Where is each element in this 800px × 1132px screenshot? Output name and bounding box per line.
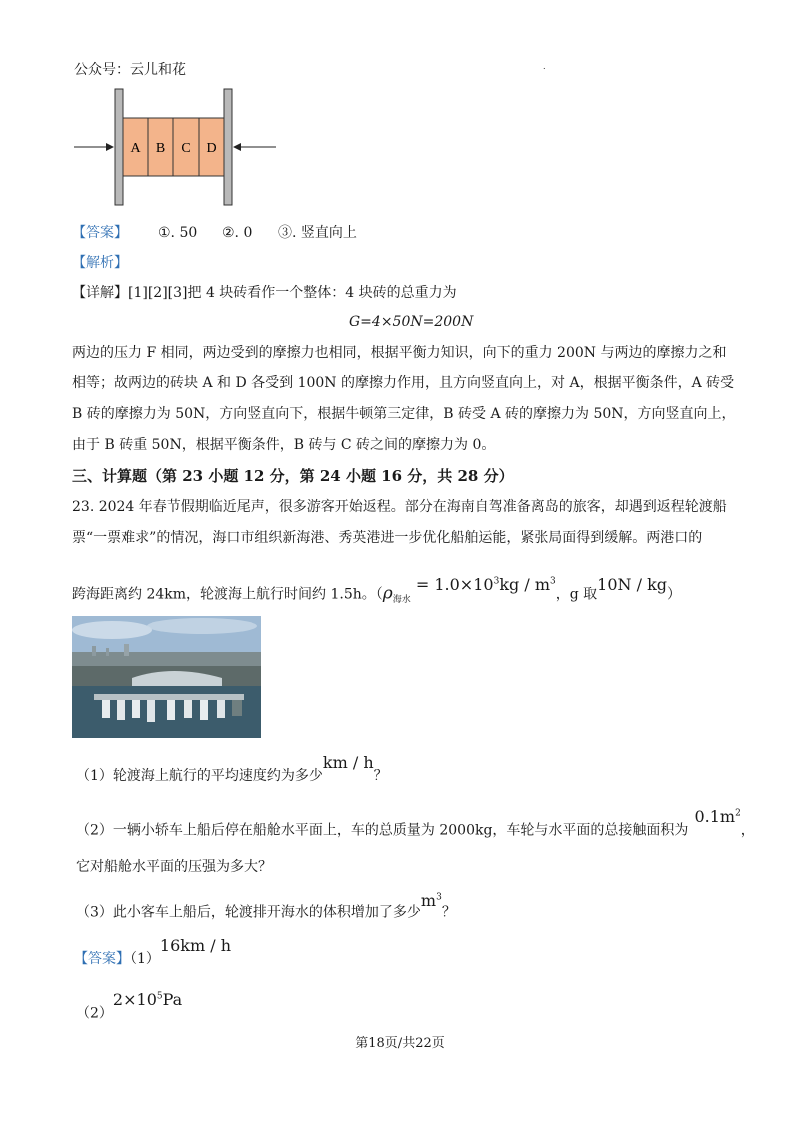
left-board [115, 89, 123, 205]
detail-tag: 【详解】 [72, 285, 128, 301]
answer-2-line-2 [76, 990, 183, 1023]
brick-d: D [206, 141, 217, 156]
analysis-tag: 【解析】 [72, 255, 128, 271]
q23-line-2: 票“一票难求”的情况，海口市组织新海港、秀英港进一步优化船舶运能，紧张局面得到缓解。两港口的 [72, 530, 703, 546]
sub2-value: 0.1m [694, 807, 736, 827]
rho-exponent: 3 [493, 577, 500, 587]
brick-c: C [181, 141, 191, 156]
q23-line-3 [72, 575, 681, 610]
g-close: ） [667, 586, 681, 603]
answer-2-exponent: 5 [156, 992, 163, 1002]
detail-line-1: 两边的压力 F 相同，两边受到的摩擦力也相同，根据平衡力知识，向下的重力 200N 与两边的摩擦力之和 [72, 345, 727, 361]
sub3-unit: m [420, 891, 437, 911]
answer-item-2: ②. 0 [222, 225, 253, 241]
g-value: 10N / kg [597, 575, 667, 595]
detail-formula: G=4×50N=200N [349, 314, 474, 330]
answer-2-value-1: 16km / h [159, 936, 232, 955]
answer-2-tag: 【答案】 [74, 951, 130, 967]
brick-a: A [130, 141, 141, 156]
sub1-end: ？ [373, 768, 388, 784]
sub3-text: （3）此小客车上船后，轮渡排开海水的体积增加了多少 [76, 904, 421, 921]
sub2-exponent: 2 [735, 809, 741, 819]
sub1-text: （1）轮渡海上航行的平均速度约为多少 [76, 768, 323, 784]
answer-2-line-1 [74, 936, 232, 969]
ferry-port-photo [72, 616, 261, 738]
sub3-exponent: 3 [436, 893, 442, 903]
rho-subscript: 海水 [392, 595, 411, 606]
detail-line-3: B 砖的摩擦力为 50N，方向竖直向下，根据牛顿第三定律，B 砖受 A 砖的摩擦力为 50N，方向竖直向上， [72, 406, 736, 422]
page-number: 第18页/共22页 [355, 1036, 445, 1051]
detail-line-4: 由于 B 砖重 50N，根据平衡条件，B 砖与 C 砖之间的摩擦力为 0。 [72, 437, 496, 453]
answer-item-3: ③. 竖直向上 [278, 225, 357, 241]
rho-value: = 1.0×10 [410, 575, 494, 595]
detail-line-2: 相等；故两边的砖块 A 和 D 各受到 100N 的摩擦力作用，且方向竖直向上，对 A，根据平衡条件，A 砖受 [72, 375, 735, 391]
right-board [224, 89, 232, 205]
rho-unit: kg / m [499, 575, 550, 595]
sub-question-3 [76, 891, 456, 922]
detail-intro-text: [1][2][3]把 4 块砖看作一个整体：4 块砖的总重力为 [128, 285, 457, 301]
answer-2-value-2: 2×10 [112, 990, 157, 1010]
sub-question-2-cont: 它对船舱水平面的压强为多大？ [76, 859, 272, 875]
sub2-text: （2）一辆小轿车上船后停在船舱水平面上，车的总质量为 2000kg，车轮与水平面的总接触面积为 [76, 822, 689, 839]
rho-unit-exponent: 3 [549, 577, 556, 587]
rho-symbol: ρ [382, 583, 393, 604]
q23-line-3-text: 跨海距离约 24km，轮渡海上航行时间约 1.5h。（ [72, 586, 383, 603]
answer-2-label-2: （2） [76, 1005, 113, 1022]
section-title: 三、计算题（第 23 小题 12 分，第 24 小题 16 分，共 28 分） [72, 467, 514, 485]
brick-diagram [72, 86, 282, 208]
g-text: ，g 取 [555, 586, 598, 603]
stray-dot: . [543, 62, 546, 71]
answer-tag: 【答案】 [72, 225, 128, 241]
sub-question-2 [76, 807, 755, 840]
sub-question-1 [76, 753, 388, 786]
sub2-comma: ， [740, 822, 755, 839]
answer-2-unit: Pa [162, 990, 183, 1010]
answer-2-label-1: （1） [130, 951, 160, 967]
answer-item-1: ①. 50 [158, 225, 198, 241]
sub1-unit: km / h [322, 753, 374, 772]
source-label: 公众号：云儿和花 [74, 62, 186, 78]
brick-b: B [155, 141, 166, 156]
sub3-end: ？ [441, 904, 456, 921]
q23-line-1: 23. 2024 年春节假期临近尾声，很多游客开始返程。部分在海南自驾准备离岛的旅客，却遇到返程轮渡船 [72, 499, 727, 515]
detail-intro [72, 283, 457, 303]
